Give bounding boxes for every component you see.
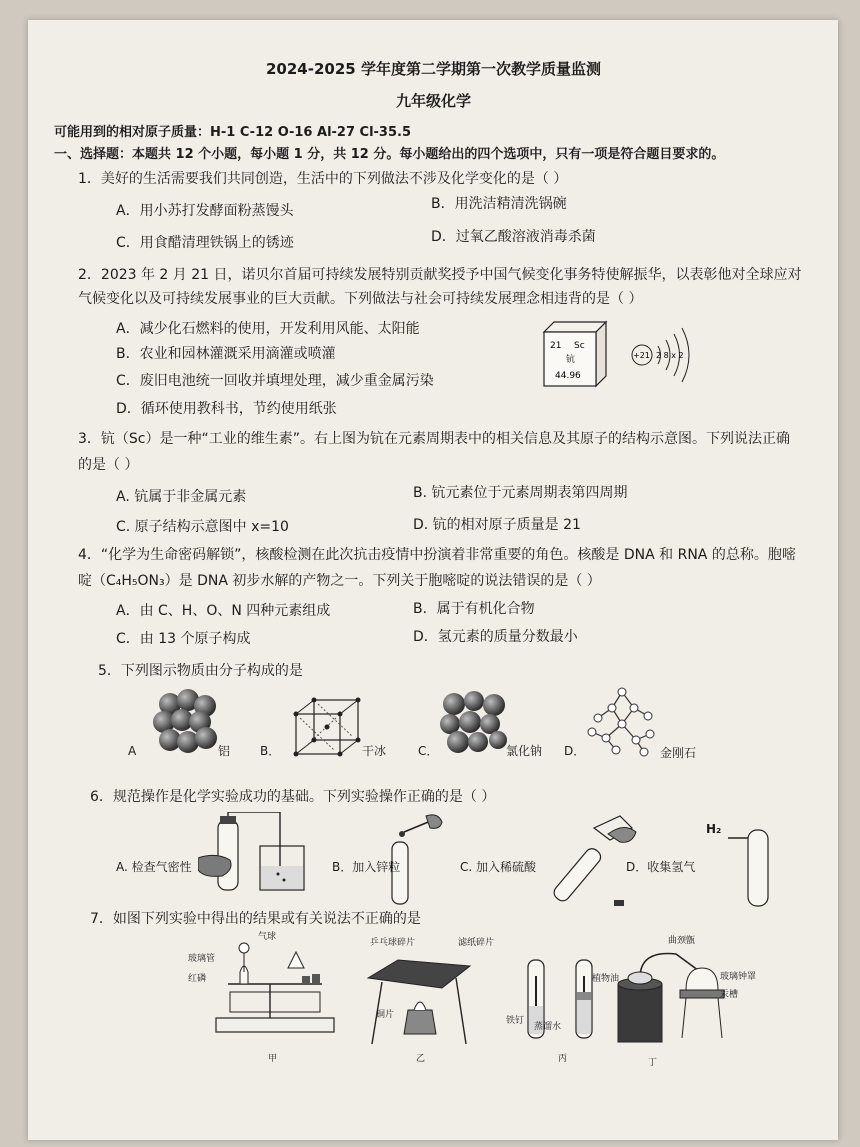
sc-symbol: Sc <box>574 341 585 351</box>
exam-title: 2024-2025 学年度第二学期第一次教学质量监测 <box>266 60 601 78</box>
label-vegetable-oil: 植物油 <box>592 974 620 984</box>
option-a: A．用小苏打发酵面粉蒸馒头 <box>116 203 294 219</box>
label-distilled-water: 蒸馏水 <box>534 1022 562 1032</box>
option-a: A. 检查气密性 <box>116 860 192 874</box>
label-iron-nail: 铁钉 <box>506 1016 525 1026</box>
sc-mass: 44.96 <box>555 371 581 381</box>
option-d: D．过氧乙酸溶液消毒杀菌 <box>431 229 596 245</box>
option-d: D．收集氢气 <box>626 860 696 874</box>
exam-subject: 九年级化学 <box>396 92 472 110</box>
sc-name: 钪 <box>566 355 576 365</box>
label-copper-sheet: 铜片 <box>376 1010 395 1020</box>
option-b: B．属于有机化合物 <box>413 601 535 617</box>
option-d: D．氢元素的质量分数最小 <box>413 629 578 645</box>
option-d: D. 钪的相对原子质量是 21 <box>413 517 581 533</box>
option-b: B．加入锌粒 <box>332 860 401 874</box>
option-a: A．减少化石燃料的使用，开发利用风能、太阳能 <box>116 321 420 337</box>
section-heading: 一、选择题：本题共 12 个小题，每小题 1 分，共 12 分。每小题给出的四个选项中，只有一项是符合题目要求的。 <box>54 147 725 162</box>
scandium-atom-diagram <box>626 320 716 390</box>
label-balloon: 气球 <box>258 932 277 942</box>
question-stem: 1．美好的生活需要我们共同创造，生活中的下列做法不涉及化学变化的是（ ） <box>78 171 568 187</box>
option-b-letter: B． <box>260 744 281 758</box>
nucleus-charge: +21 <box>633 351 650 360</box>
collecting-hydrogen-image <box>728 820 788 912</box>
question-stem: 5．下列图示物质由分子构成的是 <box>98 663 303 679</box>
question-stem-line2: 的是（ ） <box>78 457 139 473</box>
dry-ice-structure-image <box>290 696 366 758</box>
caption-yi: 乙 <box>416 1054 426 1064</box>
option-d: D．循环使用教科书，节约使用纸张 <box>116 401 337 417</box>
question-stem-line1: 4．“化学为生命密码解锁”，核酸检测在此次抗击疫情中扮演着非常重要的角色。核酸是 DNA 和 RNA 的总称。胞嘧 <box>78 547 796 563</box>
airtightness-check-image <box>198 812 328 896</box>
sodium-chloride-structure-image <box>440 690 510 754</box>
option-b: B．用洗洁精清洗锅碗 <box>431 196 567 212</box>
option-c: C. 加入稀硫酸 <box>460 860 537 874</box>
exam-sheet <box>28 20 838 1140</box>
question-stem-line2: 气候变化以及可持续发展事业的巨大贡献。下列做法与社会可持续发展理念相违背的是（ ） <box>78 291 643 307</box>
option-a-letter: A <box>128 744 137 758</box>
option-a: A. 钪属于非金属元素 <box>116 489 247 505</box>
question-stem-line2: 啶（C₄H₅ON₃）是 DNA 初步水解的产物之一。下列关于胞嘧啶的说法错误的是（ ） <box>78 573 601 589</box>
sc-atomic-number: 21 <box>550 341 562 351</box>
option-b: B．农业和园林灌溉采用滴灌或喷灌 <box>116 346 336 362</box>
label-bell-jar: 玻璃钟罩 <box>720 972 757 982</box>
question-stem: 7．如图下列实验中得出的结果或有关说法不正确的是 <box>90 911 421 927</box>
label-glass-tube: 玻璃管 <box>188 954 216 964</box>
electron-shells: 2 8 x 2 <box>656 351 684 360</box>
option-c-label: 氯化钠 <box>506 744 543 758</box>
option-b-label: 干冰 <box>362 744 387 758</box>
scandium-element-card <box>540 318 610 388</box>
hydrogen-label: H₂ <box>706 822 722 836</box>
experiment-yi-image <box>358 948 478 1048</box>
option-c: C．用食醋清理铁锅上的锈迹 <box>116 235 294 251</box>
caption-jia: 甲 <box>268 1054 278 1064</box>
atomic-masses: 可能用到的相对原子质量：H-1 C-12 O-16 Al-27 Cl-35.5 <box>54 125 411 140</box>
caption-ding: 丁 <box>648 1058 658 1068</box>
option-b: B. 钪元素位于元素周期表第四周期 <box>413 485 628 501</box>
question-stem-line1: 3．钪（Sc）是一种“工业的维生素”。右上图为钪在元素周期表中的相关信息及其原子的结构示意图。下列说法正确 <box>78 431 790 447</box>
question-stem-line1: 2．2023 年 2 月 21 日，诺贝尔首届可持续发展特别贡献奖授予中国气候变化事务特使解振华，以表彰他对全球应对 <box>78 267 802 283</box>
experiment-jia-image <box>210 932 340 1042</box>
option-a-label: 铝 <box>218 744 231 758</box>
question-stem: 6．规范操作是化学实验成功的基础。下列实验操作正确的是（ ） <box>90 789 496 805</box>
label-red-phosphorus: 红磷 <box>188 974 207 984</box>
label-pingpong: 乒乓球碎片 <box>370 938 416 948</box>
caption-bing: 丙 <box>558 1054 568 1064</box>
option-c-letter: C． <box>418 744 439 758</box>
label-filter-paper: 滤纸碎片 <box>458 938 495 948</box>
option-a: A．由 C、H、O、N 四种元素组成 <box>116 603 331 619</box>
experiment-ding-image <box>610 946 730 1046</box>
aluminium-structure-image <box>152 688 222 758</box>
option-d-letter: D． <box>564 744 586 758</box>
diamond-structure-image <box>586 684 666 758</box>
option-c: C. 原子结构示意图中 x=10 <box>116 519 289 535</box>
label-mercury-trough: 汞槽 <box>720 990 739 1000</box>
option-c: C．由 13 个原子构成 <box>116 631 251 647</box>
option-d-label: 金刚石 <box>660 746 697 760</box>
label-retort: 曲颈甑 <box>668 936 696 946</box>
option-c: C．废旧电池统一回收并填埋处理，减少重金属污染 <box>116 373 434 389</box>
